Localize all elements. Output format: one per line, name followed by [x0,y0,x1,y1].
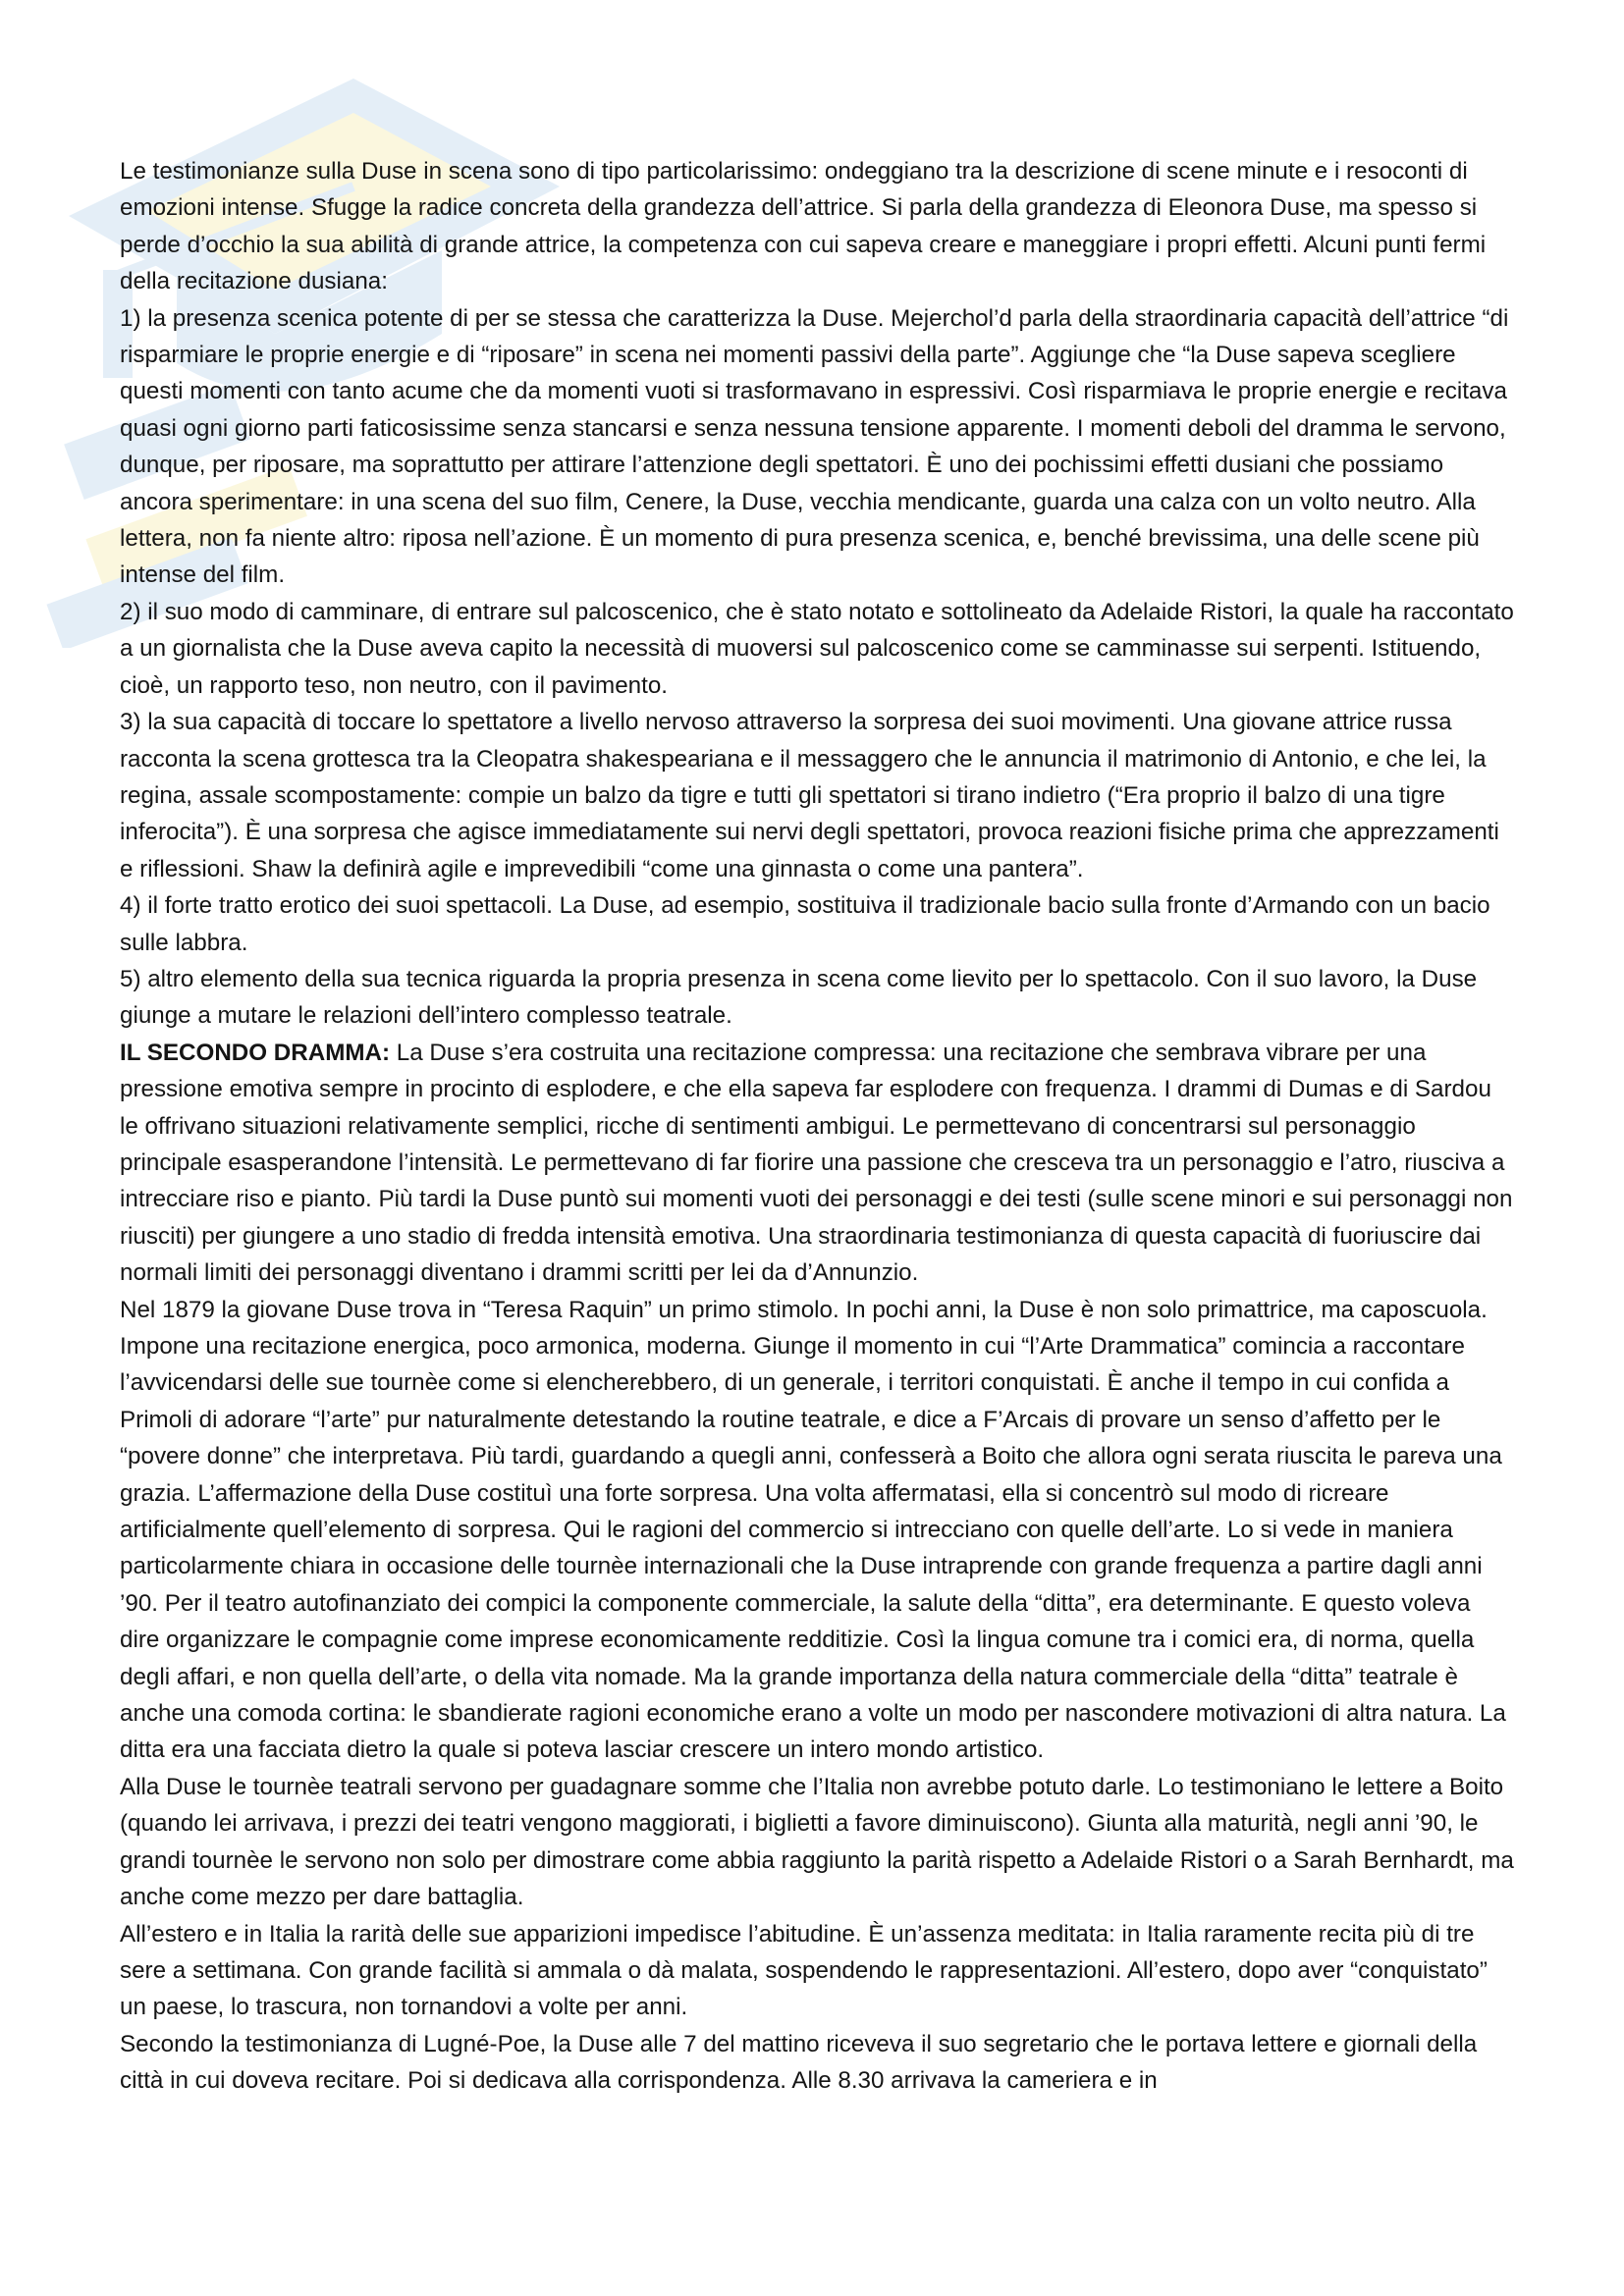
paragraph-point-5: 5) altro elemento della sua tecnica riguarda la propria presenza in scena come lievito per lo spettacolo. Con il suo lavoro, la Duse giunge a mutare le relazioni dell’intero complesso teatrale. [120,965,1478,1030]
paragraph-estero: All’estero e in Italia la rarità delle sue apparizioni impedisce l’abitudine. È un’assenza meditata: in Italia raramente recita più di tre sere a settimana. Con grande facilità si ammala o dà malata, sospendendo le rappresentazioni. All’estero, dopo aver “conquistato” un paese, lo trascura, non tornandovi a volte per anni. [120,1920,1488,2021]
document-body [120,153,1514,2100]
paragraph-point-2: 2) il suo modo di camminare, di entrare sul palcoscenico, che è stato notato e sottolineato da Adelaide Ristori, la quale ha raccontato a un giornalista che la Duse aveva capito la necessità di muoversi sul palcoscenico come se camminasse sui serpenti. Istituendo, cioè, un rapporto teso, non neutro, con il pavimento. [120,598,1514,699]
paragraph-secondo-dramma [120,1035,1514,1292]
paragraph-intro: Le testimonianze sulla Duse in scena sono di tipo particolarissimo: ondeggiano tra la descrizione di scene minute e i resoconti di emozioni intense. Sfugge la radice concreta della grandezza dell’attrice. Si parla della grandezza di Eleonora Duse, ma spesso si perde d’occhio la sua abilità di grande attrice, la competenza con cui sapeva creare e maneggiare i propri effetti. Alcuni punti fermi della recitazione dusiana: [120,158,1487,295]
paragraph-secondo-dramma-text: La Duse s’era costruita una recitazione compressa: una recitazione che sembrava vibrare per una pressione emotiva sempre in procinto di esplodere, e che ella sapeva far esplodere con frequenza. I drammi di Dumas e di Sardou le offrivano situazioni relativamente semplici, ricche di sentimenti ambigui. Le permettevano di concentrarsi sul personaggio principale esasperandone l’intensità. Le permettevano di far fiorire una passione che cresceva tra un personaggio e l’atro, riusciva a intrecciare riso e pianto. Più tardi la Duse puntò sui momenti vuoti dei personaggi e dei testi (sulle scene minori e sui personaggi non riusciti) per giungere a uno stadio di fredda intensità emotiva. Una straordinaria testimonianza di questa capacità di fuoriuscire dai normali limiti dei personaggi diventano i drammi scritti per lei da d’Annunzio. [120,1039,1513,1287]
paragraph-1879: Nel 1879 la giovane Duse trova in “Teresa Raquin” un primo stimolo. In pochi anni, la Duse è non solo primattrice, ma caposcuola. Impone una recitazione energica, poco armonica, moderna. Giunge il momento in cui “l’Arte Drammatica” comincia a raccontare l’avvicendarsi delle sue tournèe come si elencherebbero, di un generale, i territori conquistati. È anche il tempo in cui confida a Primoli di adorare “l’arte” pur naturalmente detestando la routine teatrale, e dice a F’Arcais di provare un senso d’affetto per le “povere donne” che interpretava. Più tardi, guardando a quegli anni, confesserà a Boito che allora ogni serata riuscita le pareva una grazia. L’affermazione della Duse costituì una forte sorpresa. Una volta affermatasi, ella si concentrò sul modo di ricreare artificialmente quell’elemento di sorpresa. Qui le ragioni del commercio si intrecciano con quelle dell’arte. Lo si vede in maniera particolarmente chiara in occasione delle tournèe internazionali che la Duse intraprende con grande frequenza a partire dagli anni ’90. Per il teatro autofinanziato dei compici la componente commerciale, la salute della “ditta”, era determinante. E questo voleva dire organizzare le compagnie come imprese economicamente redditizie. Così la lingua comune tra i comici era, di norma, quella degli affari, e non quella dell’arte, o della vita nomade. Ma la grande importanza della natura commerciale della “ditta” teatrale è anche una comoda cortina: le sbandierate ragioni economiche erano a volte un modo per nascondere motivazioni di altra natura. La ditta era una facciata dietro la quale si poteva lasciar crescere un intero mondo artistico. [120,1296,1506,1764]
paragraph-lugne-poe: Secondo la testimonianza di Lugné-Poe, la Duse alle 7 del mattino riceveva il suo segretario che le portava lettere e giornali della città in cui doveva recitare. Poi si dedicava alla corrispondenza. Alle 8.30 arrivava la cameriera e in [120,2030,1478,2095]
paragraph-point-1: 1) la presenza scenica potente di per se stessa che caratterizza la Duse. Mejerchol’d parla della straordinaria capacità dell’attrice “di risparmiare le proprie energie e di “riposare” in scena nei momenti passivi della parte”. Aggiunge che “la Duse sapeva scegliere questi momenti con tanto acume che da momenti vuoti si trasformavano in espressivi. Così risparmiava le proprie energie e recitava quasi ogni giorno parti faticosissime senza stancarsi e senza nessuna tensione apparente. I momenti deboli del dramma le servono, dunque, per riposare, ma soprattutto per attirare l’attenzione degli spettatori. È uno dei pochissimi effetti dusiani che possiamo ancora sperimentare: in una scena del suo film, Cenere, la Duse, vecchia mendicante, guarda una calza con un volto neutro. Alla lettera, non fa niente altro: riposa nell’azione. È un momento di pura presenza scenica, e, benché brevissima, una delle scene più intense del film. [120,304,1509,589]
paragraph-tournee: Alla Duse le tournèe teatrali servono per guadagnare somme che l’Italia non avrebbe potuto darle. Lo testimoniano le lettere a Boito (quando lei arrivava, i prezzi dei teatri vengono maggiorati, i biglietti a favore diminuiscono). Giunta alla maturità, negli anni ’90, le grandi tournèe le servono non solo per dimostrare come abbia raggiunto la parità rispetto a Adelaide Ristori o a Sarah Bernhardt, ma anche come mezzo per dare battaglia. [120,1773,1514,1911]
paragraph-point-4: 4) il forte tratto erotico dei suoi spettacoli. La Duse, ad esempio, sostituiva il tradizionale bacio sulla fronte d’Armando con un bacio sulle labbra. [120,892,1490,956]
section-heading-secondo-dramma: IL SECONDO DRAMMA: [120,1039,391,1066]
paragraph-point-3: 3) la sua capacità di toccare lo spettatore a livello nervoso attraverso la sorpresa dei suoi movimenti. Una giovane attrice russa racconta la scena grottesca tra la Cleopatra shakespeariana e il messaggero che le annuncia il matrimonio di Antonio, e che lei, la regina, assale scompostamente: compie un balzo da tigre e tutti gli spettatori si tirano indietro (“Era proprio il balzo di una tigre inferocita”). È una sorpresa che agisce immediatamente sui nervi degli spettatori, provoca reazioni fisiche prima che apprezzamenti e riflessioni. Shaw la definirà agile e imprevedibili “come una ginnasta o come una pantera”. [120,709,1499,882]
